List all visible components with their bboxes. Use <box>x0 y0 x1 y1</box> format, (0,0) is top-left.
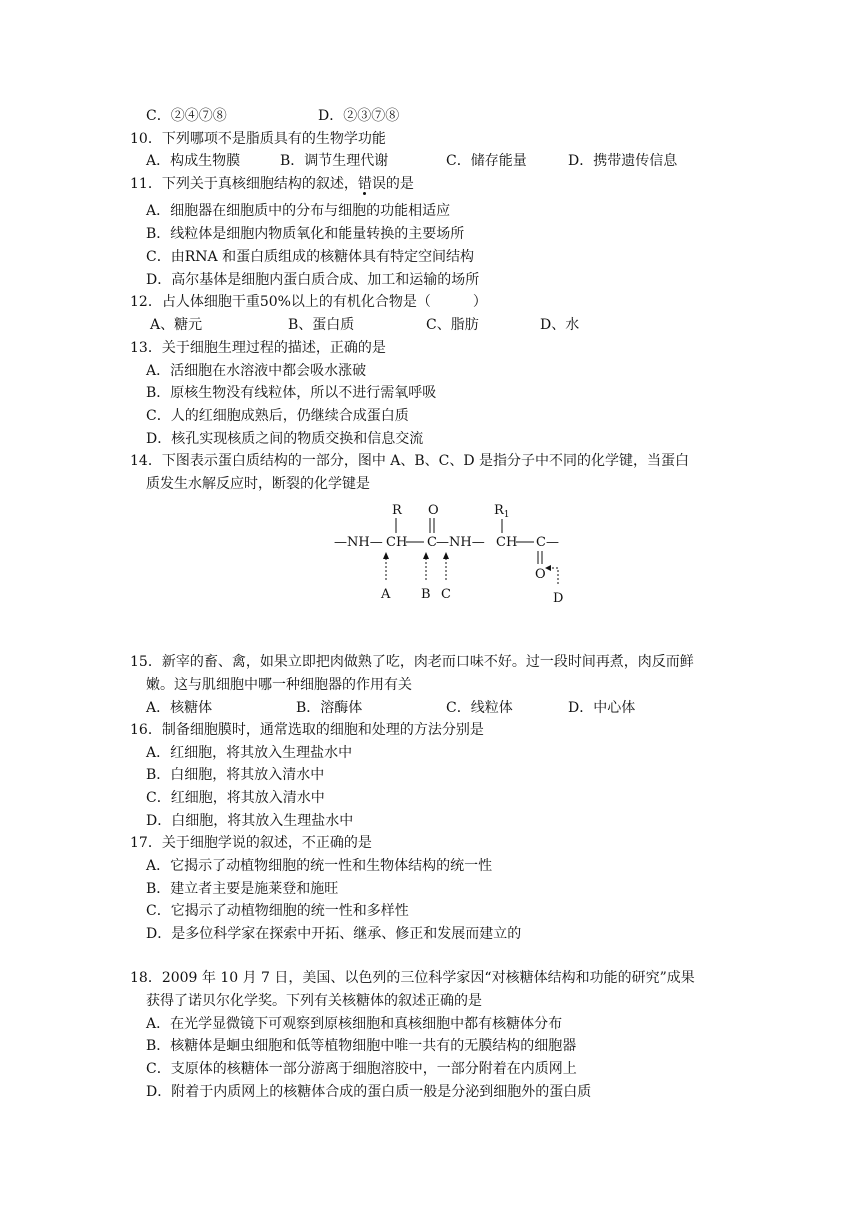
q13-stem: 13．关于细胞生理过程的描述，正确的是 <box>130 340 386 356</box>
label-d: D <box>553 591 564 606</box>
oxygen-bottom: O <box>535 567 546 582</box>
q13-option-c: C．人的红细胞成熟后，仍继续合成蛋白质 <box>146 408 409 424</box>
q17-stem: 17．关于细胞学说的叙述，不正确的是 <box>130 835 372 851</box>
q15-option-d: D．中心体 <box>568 700 636 716</box>
q18-option-a: A．在光学显微镜下可观察到原核细胞和真核细胞中都有核糖体分布 <box>146 1016 563 1032</box>
ch1: CH <box>386 535 408 550</box>
q12-option-b: B、蛋白质 <box>288 317 355 333</box>
q9-option-c: C．②④⑦⑧ <box>146 108 227 124</box>
q11-option-a: A．细胞器在细胞质中的分布与细胞的功能相适应 <box>146 203 451 219</box>
q15-stem-line2: 嫩。这与肌细胞中哪一种细胞器的作用有关 <box>146 677 412 693</box>
c1: C <box>427 535 437 550</box>
q18-option-d: D．附着于内质网上的核糖体合成的蛋白质一般是分泌到细胞外的蛋白质 <box>146 1084 592 1100</box>
q13-option-d: D．核孔实现核质之间的物质交换和信息交流 <box>146 431 424 447</box>
q10-option-d: D．携带遗传信息 <box>568 153 678 169</box>
q18-stem-line1: 18．2009 年 10 月 7 日，美国、以色列的三位科学家因“对核糖体结构和功能的研究”成果 <box>130 970 695 986</box>
q10-stem: 10．下列哪项不是脂质具有的生物学功能 <box>130 131 386 147</box>
r1-group: $R_1$ <box>494 503 510 520</box>
q11-option-d: D．高尔基体是细胞内蛋白质合成、加工和运输的场所 <box>146 272 480 288</box>
q12-option-d: D、水 <box>540 317 580 333</box>
q13-option-a: A．活细胞在水溶液中都会吸水涨破 <box>146 363 367 379</box>
q18-option-b: B．核糖体是蛔虫细胞和低等植物细胞中唯一共有的无膜结构的细胞器 <box>146 1038 577 1054</box>
q16-option-a: A．红细胞，将其放入生理盐水中 <box>146 745 353 761</box>
q14-stem-line1: 14．下图表示蛋白质结构的一部分，图中 A、B、C、D 是指分子中不同的化学键，当蛋白 <box>130 453 690 469</box>
label-b: B <box>421 587 431 602</box>
q16-option-d: D．白细胞，将其放入生理盐水中 <box>146 813 354 829</box>
q15-option-c: C．线粒体 <box>446 700 513 716</box>
q16-option-b: B．白细胞，将其放入清水中 <box>146 767 325 783</box>
q10-option-a: A．构成生物膜 <box>146 153 241 169</box>
q10-option-b: B．调节生理代谢 <box>280 153 389 169</box>
q18-stem-line2: 获得了诺贝尔化学奖。下列有关核糖体的叙述正确的是 <box>146 993 482 1009</box>
label-c: C <box>441 587 451 602</box>
q13-option-b: B．原核生物没有线粒体，所以不进行需氧呼吸 <box>146 385 437 401</box>
q12-stem: 12．占人体细胞干重50%以上的有机化合物是（ ） <box>130 294 487 310</box>
q17-option-c: C．它揭示了动植物细胞的统一性和多样性 <box>146 903 409 919</box>
nh2: —NH— <box>436 535 485 550</box>
r-group: R <box>392 503 402 518</box>
q9-option-d: D．②③⑦⑧ <box>318 108 400 124</box>
q18-option-c: C．支原体的核糖体一部分游离于细胞溶胶中，一部分附着在内质网上 <box>146 1061 577 1077</box>
c2: C— <box>536 535 559 550</box>
label-a: A <box>381 587 391 602</box>
ch2: CH <box>496 535 518 550</box>
q15-option-a: A．核糖体 <box>146 700 213 716</box>
peptide-bond-diagram <box>330 500 580 608</box>
q10-option-c: C．储存能量 <box>446 153 527 169</box>
q11-option-b: B．线粒体是细胞内物质氧化和能量转换的主要场所 <box>146 226 465 242</box>
chain-left: —NH— <box>334 535 383 550</box>
q16-stem: 16．制备细胞膜时，通常选取的细胞和处理的方法分别是 <box>130 722 484 738</box>
q17-option-b: B．建立者主要是施莱登和施旺 <box>146 881 339 897</box>
emphasis-mark: 错 <box>357 176 372 192</box>
q17-option-d: D．是多位科学家在探索中开拓、继承、修正和发展而建立的 <box>146 926 522 942</box>
q15-option-b: B．溶酶体 <box>296 700 363 716</box>
q16-option-c: C．红细胞，将其放入清水中 <box>146 790 325 806</box>
q15-stem-line1: 15．新宰的畜、禽，如果立即把肉做熟了吃，肉老而口味不好。过一段时间再煮，肉反而鲜 <box>130 654 694 670</box>
q17-option-a: A．它揭示了动植物细胞的统一性和生物体结构的统一性 <box>146 858 493 874</box>
q11-stem: 11．下列关于真核细胞结构的叙述，错误的是 <box>130 176 414 192</box>
q11-option-c: C．由RNA 和蛋白质组成的核糖体具有特定空间结构 <box>146 249 475 265</box>
q14-stem-line2: 质发生水解反应时，断裂的化学键是 <box>146 476 370 492</box>
oxygen-top: O <box>428 503 439 518</box>
q12-option-c: C、脂肪 <box>426 317 479 333</box>
q12-option-a: A、糖元 <box>150 317 203 333</box>
